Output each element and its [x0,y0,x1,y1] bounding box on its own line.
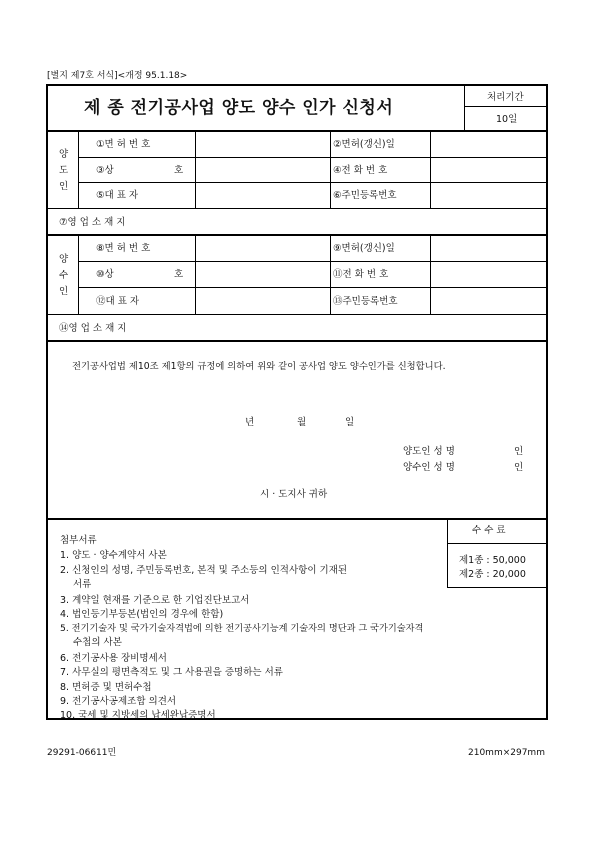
phone-label: ⑪전 화 번 호 [333,269,389,280]
transferor-business-address-field[interactable] [160,209,546,234]
transferee-license-number-field[interactable] [196,236,330,261]
addressee: 시 · 도지사 귀하 [260,489,328,500]
transferor-label-3: 인 [59,181,69,192]
transferor-seal[interactable]: 인 [514,446,524,457]
attachment-item: 1. 양도 · 양수계약서 사본 [60,550,167,561]
date-year: 년 [245,417,255,428]
application-statement: 전기공사업법 제10조 제1항의 규정에 의하여 위와 같이 공사업 양도 양수인가를 신청합니다. [72,361,446,372]
date-day: 일 [345,417,355,428]
business-address-label: ⑭영 업 소 재 지 [59,323,127,334]
processing-period-label: 처리기간 [487,92,524,103]
transferee-label-3: 인 [59,286,69,297]
transferee-seal[interactable]: 인 [514,462,524,473]
transferee-license-date-field[interactable] [431,236,546,261]
fee-label: 수 수 료 [472,525,506,536]
processing-period-value: 10일 [496,114,518,125]
license-number-label: ①면 허 번 호 [96,139,151,150]
transferee-label-2: 수 [59,270,69,281]
form-title: 제 종 전기공사업 양도 양수 인가 신청서 [84,98,394,118]
trade-name-label: ⑩상 [96,269,114,280]
transferor-resident-number-field[interactable] [431,183,546,208]
attachment-item: 2. 신청인의 성명, 주민등록번호, 본적 및 주소등의 인적사항이 기재된 [60,565,348,576]
transferee-business-address-field[interactable] [160,315,546,340]
form-number-note: [별지 제7호 서식]<개정 95.1.18> [47,71,188,81]
representative-label: ⑫대 표 자 [96,296,140,307]
transferor-license-date-field[interactable] [431,132,546,157]
attachment-item: 8. 면허증 및 면허수첩 [60,682,152,693]
resident-number-label: ⑬주민등록번호 [333,296,398,307]
phone-label: ④전 화 번 호 [333,165,388,176]
attachment-item: 4. 법인등기부등본(법인의 경우에 한함) [60,609,224,620]
attachment-item: 10. 국세 및 지방세의 납세완납증명서 [60,710,216,721]
attachment-item: 5. 전기기술자 및 국가기술자격법에 의한 전기공사기능계 기술자의 명단과 그 국가기술자격 [60,623,424,634]
attachment-item: 3. 계약일 현재를 기준으로 한 기업진단보고서 [60,595,250,606]
transferee-label-1: 양 [59,254,69,265]
transferor-label-1: 양 [59,149,69,160]
attachment-item-continued: 서류 [73,579,92,590]
transferor-label-2: 도 [59,165,69,176]
transferee-signature-label: 양수인 성 명 [403,462,455,473]
license-date-label: ②면허(갱신)일 [333,139,395,150]
transferee-phone-field[interactable] [431,262,546,287]
trade-name-label-suffix: 호 [174,269,184,280]
transferee-resident-number-field[interactable] [431,288,546,314]
footer-paper-size: 210mm×297mm [468,748,545,758]
business-address-label: ⑦영 업 소 재 지 [59,217,126,228]
transferor-trade-name-field[interactable] [196,158,330,182]
transferor-signature-label: 양도인 성 명 [403,446,455,457]
transferee-trade-name-field[interactable] [196,262,330,287]
transferee-representative-field[interactable] [196,288,330,314]
resident-number-label: ⑥주민등록번호 [333,190,397,201]
transferor-phone-field[interactable] [431,158,546,182]
license-number-label: ⑧면 허 번 호 [96,243,151,254]
representative-label: ⑤대 표 자 [96,190,139,201]
trade-name-label: ③상 [96,165,114,176]
footer-form-code: 29291-06611민 [47,748,117,758]
attachment-item: 6. 전기공사용 장비명세서 [60,653,167,664]
trade-name-label-suffix: 호 [174,165,184,176]
attachment-item: 9. 전기공사공제조합 의견서 [60,696,177,707]
transferor-representative-field[interactable] [196,183,330,208]
license-date-label: ⑨면허(갱신)일 [333,243,395,254]
attachment-item: 7. 사무실의 평면측적도 및 그 사용권을 증명하는 서류 [60,667,283,678]
attachments-title: 첨부서류 [60,535,97,546]
fee-line-2: 제2종 : 20,000 [459,569,526,580]
fee-line-1: 제1종 : 50,000 [459,555,526,566]
date-month: 월 [297,417,307,428]
transferor-license-number-field[interactable] [196,132,330,157]
attachment-item-continued: 수첩의 사본 [73,637,122,648]
